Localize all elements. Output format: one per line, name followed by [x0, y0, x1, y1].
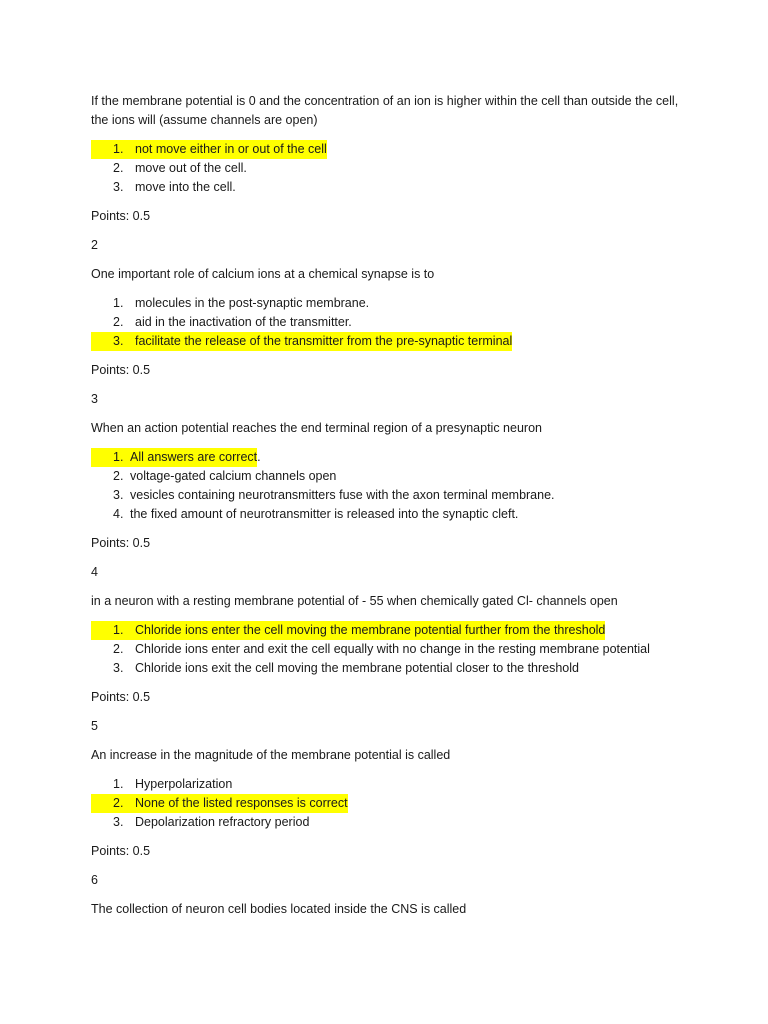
answer-item	[91, 294, 691, 313]
question-number: 3	[91, 392, 98, 406]
answer-text: not move either in or out of the cell	[135, 142, 327, 156]
answer-text: molecules in the post-synaptic membrane.	[135, 296, 370, 310]
answer-highlight	[91, 140, 327, 159]
question-block	[91, 563, 691, 707]
answer-highlight	[91, 448, 257, 467]
answer-item	[91, 813, 691, 832]
answer-item	[91, 486, 691, 505]
answer-number: 4.	[113, 507, 124, 521]
answer-list	[91, 294, 691, 351]
answer-text: Depolarization refractory period	[135, 815, 310, 829]
answer-item	[91, 467, 691, 486]
question-text: in a neuron with a resting membrane potential of - 55 when chemically gated Cl- channels open	[91, 594, 618, 608]
answer-text: vesicles containing neurotransmitters fuse with the axon terminal membrane.	[130, 488, 555, 502]
answer-item	[91, 332, 691, 351]
answer-list	[91, 775, 691, 832]
question-block	[91, 390, 691, 553]
answer-item	[91, 775, 691, 794]
question-text: When an action potential reaches the end terminal region of a presynaptic neuron	[91, 421, 542, 435]
question-number: 4	[91, 565, 98, 579]
answer-text: the fixed amount of neurotransmitter is released into the synaptic cleft.	[130, 507, 519, 521]
document-page	[91, 92, 691, 929]
answer-list	[91, 621, 691, 678]
answer-text: facilitate the release of the transmitter from the pre-synaptic terminal	[135, 334, 513, 348]
question-block	[91, 871, 691, 919]
question-block	[91, 236, 691, 380]
answer-number: 2.	[113, 642, 124, 656]
answer-item	[91, 621, 691, 640]
answer-number: 1.	[113, 296, 124, 310]
answer-item	[91, 313, 691, 332]
answer-number: 1.	[113, 142, 124, 156]
answer-text: Hyperpolarization	[135, 777, 233, 791]
answer-text: move out of the cell.	[135, 161, 247, 175]
answer-number: 2.	[113, 161, 124, 175]
question-text: If the membrane potential is 0 and the concentration of an ion is higher within the cell than outside the cell, the ions will (assume channels are open)	[91, 94, 679, 127]
answer-number: 2.	[113, 315, 124, 329]
answer-item	[91, 140, 691, 159]
answer-text: Chloride ions enter and exit the cell equally with no change in the resting membrane potential	[135, 642, 650, 656]
question-number: 2	[91, 238, 98, 252]
answer-item	[91, 505, 691, 524]
answer-suffix: .	[257, 450, 261, 464]
question-number: 5	[91, 719, 98, 733]
answer-item	[91, 659, 691, 678]
answer-text: All answers are correct	[130, 450, 258, 464]
answer-text: voltage-gated calcium channels open	[130, 469, 337, 483]
answer-number: 1.	[113, 623, 124, 637]
answer-highlight	[91, 332, 512, 351]
question-block	[91, 92, 691, 226]
points-label: Points: 0.5	[91, 209, 151, 223]
points-label: Points: 0.5	[91, 536, 151, 550]
answer-text: aid in the inactivation of the transmitter.	[135, 315, 352, 329]
answer-number: 2.	[113, 796, 124, 810]
answer-number: 3.	[113, 180, 124, 194]
question-text: An increase in the magnitude of the membrane potential is called	[91, 748, 451, 762]
points-label: Points: 0.5	[91, 690, 151, 704]
answer-text: move into the cell.	[135, 180, 236, 194]
answer-item	[91, 448, 691, 467]
question-number: 6	[91, 873, 98, 887]
answer-text: None of the listed responses is correct	[135, 796, 348, 810]
answer-number: 3.	[113, 815, 124, 829]
points-label: Points: 0.5	[91, 363, 151, 377]
answer-item	[91, 640, 691, 659]
answer-text: Chloride ions enter the cell moving the membrane potential further from the threshold	[135, 623, 606, 637]
answer-item	[91, 178, 691, 197]
answer-item	[91, 794, 691, 813]
question-text: One important role of calcium ions at a chemical synapse is to	[91, 267, 435, 281]
answer-number: 1.	[113, 777, 124, 791]
answer-number: 3.	[113, 334, 124, 348]
answer-highlight	[91, 621, 605, 640]
answer-number: 1.	[113, 450, 124, 464]
question-text: The collection of neuron cell bodies located inside the CNS is called	[91, 902, 467, 916]
answer-number: 3.	[113, 488, 124, 502]
points-label: Points: 0.5	[91, 844, 151, 858]
question-block	[91, 717, 691, 861]
answer-text: Chloride ions exit the cell moving the membrane potential closer to the threshold	[135, 661, 579, 675]
answer-list	[91, 140, 691, 197]
answer-number: 3.	[113, 661, 124, 675]
answer-number: 2.	[113, 469, 124, 483]
answer-list	[91, 448, 691, 524]
answer-item	[91, 159, 691, 178]
answer-highlight	[91, 794, 348, 813]
